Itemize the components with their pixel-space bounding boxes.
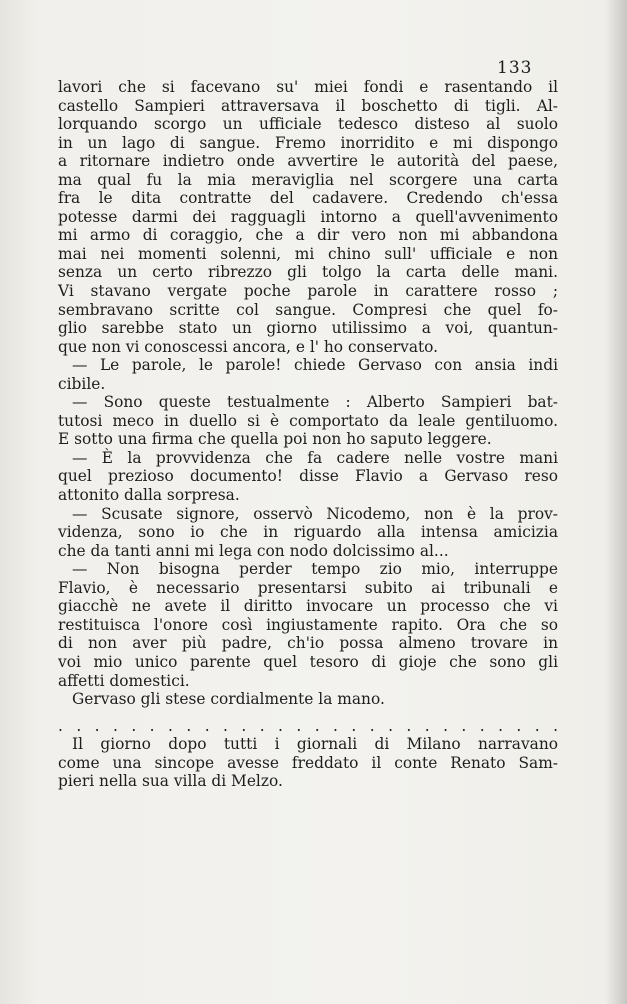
text-line: a ritornare indietro onde avvertire le autorità del paese, <box>58 152 558 171</box>
text-line: — Sono queste testualmente : Alberto Sampieri bat- <box>72 393 558 412</box>
text-line: restituisca l'onore così ingiustamente rapito. Ora che so <box>58 615 558 634</box>
text-line: Flavio, è necessario presentarsi subito ai tribunali e <box>58 578 558 597</box>
section-gap <box>58 709 558 717</box>
text-line: Il giorno dopo tutti i giornali di Milano narravano <box>72 735 558 754</box>
text-line: Gervaso gli stese cordialmente la mano. <box>72 690 385 709</box>
text-line: lorquando scorgo un ufficiale tedesco disteso al suolo <box>58 115 558 134</box>
text-line: glio sarebbe stato un giorno utilissimo a voi, quantun- <box>58 319 558 338</box>
text-line: potesse darmi dei ragguagli intorno a quell'avvenimento <box>58 207 558 226</box>
text-line: che da tanti anni mi lega con nodo dolcissimo al... <box>58 541 449 560</box>
text-line: quel prezioso documento! disse Flavio a Gervaso reso <box>58 467 558 486</box>
text-line: giacchè ne avete il diritto invocare un processo che vi <box>58 597 558 616</box>
text-line: fra le dita contratte del cadavere. Credendo ch'essa <box>58 189 558 208</box>
text-line: di non aver più padre, ch'io possa almeno trovare in <box>58 634 558 653</box>
text-line: come una sincope avesse freddato il conte Renato Sam- <box>58 753 558 772</box>
text-line: videnza, sono io che in riguardo alla intensa amicizia <box>58 523 558 542</box>
text-line: Vi stavano vergate poche parole in carattere rosso ; <box>58 282 558 301</box>
text-line: — Scusate signore, osservò Nicodemo, non è la prov- <box>72 504 558 523</box>
text-line: sembravano scritte col sangue. Compresi che quel fo- <box>58 300 558 319</box>
text-line: mai nei momenti solenni, mi chino sull' ufficiale e non <box>58 244 558 263</box>
page-number: 133 <box>497 58 533 78</box>
text-line: — È la provvidenza che fa cadere nelle vostre mani <box>72 448 558 467</box>
text-line: mi armo di coraggio, che a dir vero non mi abbandona <box>58 226 558 245</box>
text-line: lavori che si facevano su' miei fondi e rasentando il <box>58 78 558 96</box>
text-line: pieri nella sua villa di Melzo. <box>58 772 283 791</box>
text-line: ma qual fu la mia meraviglia nel scorgere una carta <box>58 170 558 189</box>
text-line: E sotto una firma che quella poi non ho saputo leggere. <box>58 430 492 449</box>
text-line: senza un certo ribrezzo gli tolgo la carta delle mani. <box>58 263 558 282</box>
text-line: castello Sampieri attraversava il boschetto di tigli. Al- <box>58 96 558 115</box>
text-line: attonito dalla sorpresa. <box>58 486 240 505</box>
text-line: cibile. <box>58 374 106 393</box>
text-line: in un lago di sangue. Fremo inorridito e mi dispongo <box>58 133 558 152</box>
text-line: que non vi conoscessi ancora, e l' ho conservato. <box>58 337 439 356</box>
page-edge-shadow <box>605 0 627 1004</box>
text-line: affetti domestici. <box>58 671 190 690</box>
text-line: — Non bisogna perder tempo zio mio, interruppe <box>72 560 558 579</box>
dotted-separator: . . . . . . . . . . . . . . . . . . . . . . . . . . . . <box>58 716 558 735</box>
text-line: tutosi meco in duello si è comportato da leale gentiluomo. <box>58 411 558 430</box>
body-text <box>58 78 558 791</box>
text-line: — Le parole, le parole! chiede Gervaso con ansia indi <box>72 356 558 375</box>
text-line: voi mio unico parente quel tesoro di gioje che sono gli <box>58 652 558 671</box>
